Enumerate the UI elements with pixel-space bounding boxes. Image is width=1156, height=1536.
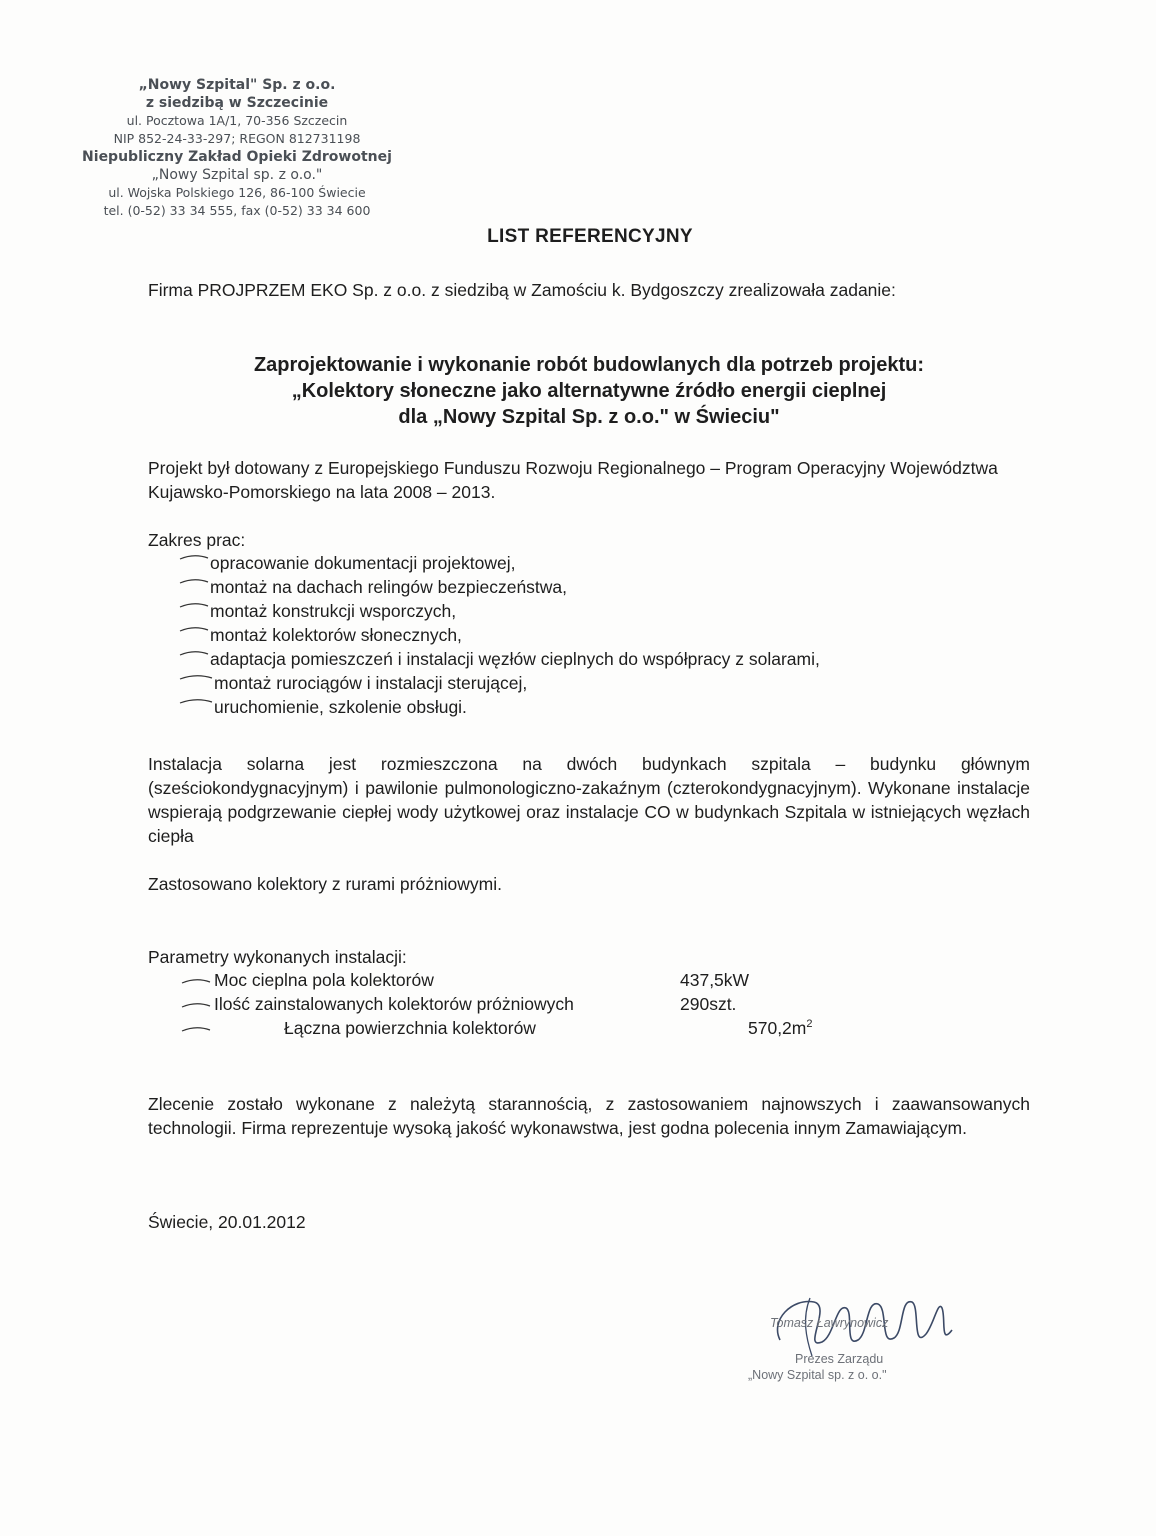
stamp-line-4: NIP 852-24-33-297; REGON 812731198 (113, 131, 361, 146)
param-label: Łączna powierzchnia kolektorów (284, 1018, 536, 1038)
stamp-line-1: „Nowy Szpital" Sp. z o.o. (138, 77, 336, 93)
param-value-unit-sup: 2 (806, 1018, 813, 1031)
scope-item-text: adaptacja pomieszczeń i instalacji węzłów cieplnych do współpracy z solarami, (210, 649, 820, 669)
dash-icon (178, 672, 214, 682)
dash-icon (178, 600, 210, 610)
project-subject (148, 352, 1030, 430)
scope-item-text: uruchomienie, szkolenie obsługi. (214, 697, 467, 717)
signatory-role: Prezes Zarządu (795, 1352, 884, 1366)
param-value: 437,5kW (680, 970, 750, 990)
list-item (178, 695, 820, 719)
scope-list (178, 551, 820, 719)
list-item (178, 599, 820, 623)
list-item (178, 671, 820, 695)
company-stamp (52, 76, 422, 220)
letter-date: Świecie, 20.01.2012 (148, 1212, 306, 1232)
scope-item-text: opracowanie dokumentacji projektowej, (210, 553, 516, 573)
param-label: Moc cieplna pola kolektorów (214, 970, 434, 990)
dash-icon (178, 696, 214, 706)
stamp-line-8: tel. (0-52) 33 34 555, fax (0-52) 33 34 600 (103, 203, 371, 218)
letter-title: LIST REFERENCYJNY (487, 226, 693, 247)
param-value: 290szt. (680, 994, 737, 1014)
intro-paragraph: Firma PROJPRZEM EKO Sp. z o.o. z siedzibą w Zamościu k. Bydgoszczy zrealizowała zadanie: (148, 280, 896, 300)
funding-paragraph: Projekt był dotowany z Europejskiego Funduszu Rozwoju Regionalnego – Program Operacyjny Województwa Kujawsko-Pomorskiego na lata 2008 – 2013. (148, 458, 998, 502)
param-row (180, 1016, 880, 1040)
dash-icon (180, 1024, 212, 1034)
list-item (178, 551, 820, 575)
scope-item-text: montaż konstrukcji wsporczych, (210, 601, 457, 621)
closing-paragraph: Zlecenie zostało wykonane z należytą starannością, z zastosowaniem najnowszych i zaawansowanych technologii. Firma reprezentuje wysoką jakość wykonawstwa, jest godna polecenia innym Zamawiającym. (148, 1094, 1030, 1138)
param-row (180, 992, 880, 1016)
scope-heading: Zakres prac: (148, 530, 246, 550)
param-value (748, 1016, 813, 1040)
dash-icon (178, 576, 210, 586)
stamp-line-5: Niepubliczny Zakład Opieki Zdrowotnej (82, 149, 392, 165)
dash-icon (180, 1000, 212, 1010)
stamp-line-7: ul. Wojska Polskiego 126, 86-100 Świecie (108, 185, 366, 200)
scope-item-text: montaż na dachach relingów bezpieczeństwa, (210, 577, 568, 597)
subject-line-1: Zaprojektowanie i wykonanie robót budowlanych dla potrzeb projektu: (253, 354, 925, 376)
parameters-heading: Parametry wykonanych instalacji: (148, 947, 407, 967)
list-item (178, 623, 820, 647)
stamp-line-2: z siedzibą w Szczecinie (145, 95, 329, 111)
scope-item-text: montaż kolektorów słonecznych, (210, 625, 462, 645)
parameters-table (180, 968, 880, 1040)
param-value-text: 570,2m (748, 1018, 807, 1038)
dash-icon (178, 648, 210, 658)
param-label: Ilość zainstalowanych kolektorów próżniowych (214, 994, 574, 1014)
subject-line-3: dla „Nowy Szpital Sp. z o.o." w Świeciu" (398, 406, 780, 428)
signature-block (740, 1290, 970, 1400)
dash-icon (178, 624, 210, 634)
param-row (180, 968, 880, 992)
signatory-name: Tomasz Ławrynowicz (770, 1316, 889, 1330)
installation-paragraph: Instalacja solarna jest rozmieszczona na dwóch budynkach szpitala – budynku głównym (sześciokondygnacyjnym) i pawilonie pulmonologiczno-zakaźnym (czterokondygnacyjnym). Wykonane instalacje wspierają podgrzewanie ciepłej wody użytkowej oraz instalacje CO w budynkach Szpitala w istniejących węzłach ciepła (148, 754, 1030, 846)
subject-line-2: „Kolektory słoneczne jako alternatywne źródło energii cieplnej (291, 380, 887, 402)
signatory-organization: „Nowy Szpital sp. z o. o." (748, 1368, 887, 1382)
stamp-line-6: „Nowy Szpital sp. z o.o." (151, 167, 323, 183)
list-item (178, 647, 820, 671)
stamp-line-3: ul. Pocztowa 1A/1, 70-356 Szczecin (126, 113, 348, 128)
collectors-paragraph: Zastosowano kolektory z rurami próżniowymi. (148, 874, 503, 894)
dash-icon (178, 552, 210, 562)
list-item (178, 575, 820, 599)
dash-icon (180, 976, 212, 986)
scope-item-text: montaż rurociągów i instalacji sterującej, (214, 673, 528, 693)
